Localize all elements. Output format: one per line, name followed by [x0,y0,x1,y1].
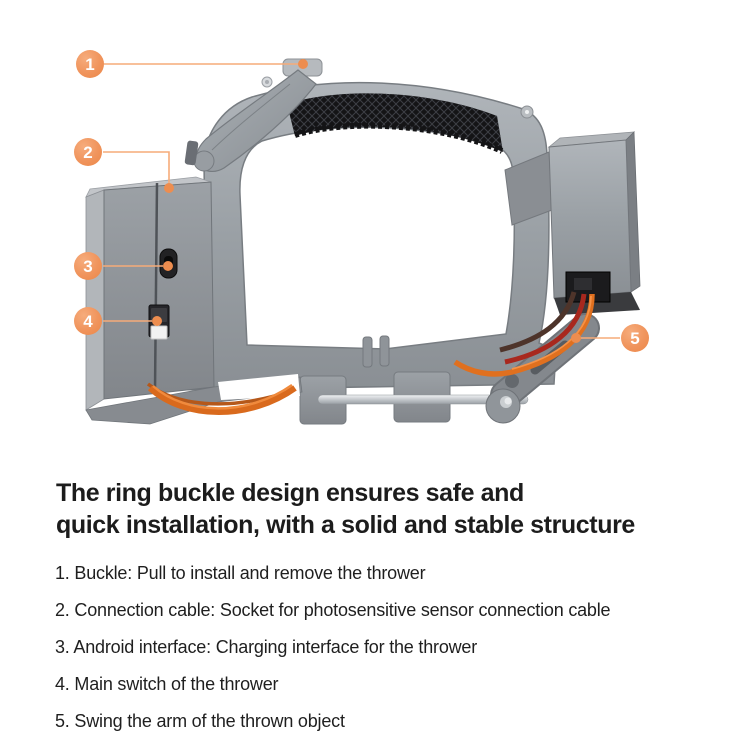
page-title-line-2: quick installation, with a solid and stable structure [56,511,635,539]
feature-item-main-switch: 4. Main switch of the thrower [55,674,279,694]
page-title-line-1: The ring buckle design ensures safe and [56,479,524,507]
callout-badge-1: 1 [76,50,104,78]
feature-list [55,563,610,748]
feature-item-buckle: 1. Buckle: Pull to install and remove the thrower [55,563,426,583]
callout-badge-2: 2 [74,138,102,166]
callout-badge-5: 5 [621,324,649,352]
feature-item-swing-arm: 5. Swing the arm of the thrown object [55,711,345,731]
feature-item-connection-cable: 2. Connection cable: Socket for photosensitive sensor connection cable [55,600,611,620]
control-box [86,177,302,424]
page-title [56,477,635,541]
callout-badge-3: 3 [74,252,102,280]
feature-item-android-interface: 3. Android interface: Charging interface for the thrower [55,637,478,657]
callout-badge-4: 4 [74,307,102,335]
servo-box [549,132,640,315]
